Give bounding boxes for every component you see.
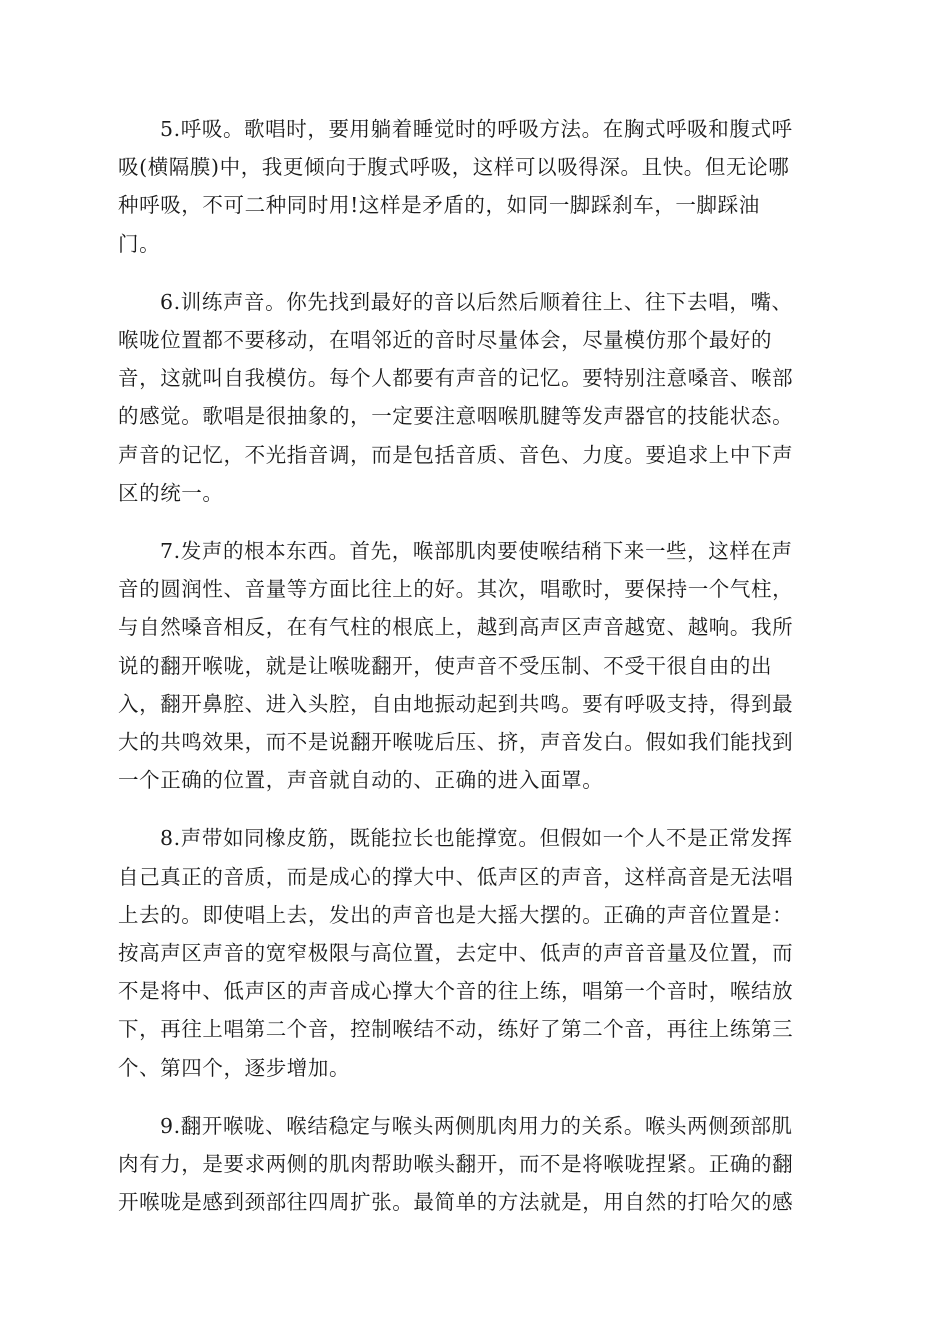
paragraph-voice-training [118, 283, 833, 512]
text-line: 音的圆润性、音量等方面比往上的好。其次，唱歌时，要保持一个气柱， [118, 577, 794, 602]
paragraph-breathing [118, 110, 833, 263]
text-line: 入，翻开鼻腔、进入头腔，自由地振动起到共鸣。要有呼吸支持，得到最 [118, 691, 794, 716]
text-line: 个、第四个，逐步增加。 [118, 1055, 351, 1080]
text-line: 音，这就叫自我模仿。每个人都要有声音的记忆。要特别注意嗓音、喉部 [118, 366, 794, 391]
paragraph-vocal-cords [118, 819, 833, 1086]
text-line: 吸(横隔膜)中，我更倾向于腹式呼吸，这样可以吸得深。且快。但无论哪 [118, 155, 790, 180]
paragraph-throat-opening [118, 1107, 833, 1222]
text-line: 不是将中、低声区的声音成心撑大个音的往上练，唱第一个音时，喉结放 [118, 979, 794, 1004]
text-line: 种呼吸，不可二种同时用!这样是矛盾的，如同一脚踩刹车，一脚踩油 [118, 193, 760, 218]
text-line: 自己真正的音质，而是成心的撑大中、低声区的声音，这样高音是无法唱 [118, 864, 794, 889]
text-line: 5.呼吸。歌唱时，要用躺着睡觉时的呼吸方法。在胸式呼吸和腹式呼 [160, 117, 793, 141]
text-line: 上去的。即使唱上去，发出的声音也是大摇大摆的。正确的声音位置是： [118, 902, 794, 927]
document-body [118, 110, 833, 1241]
text-line: 下，再往上唱第二个音，控制喉结不动，练好了第二个音，再往上练第三 [118, 1017, 794, 1042]
text-line: 开喉咙是感到颈部往四周扩张。最简单的方法就是，用自然的打哈欠的感 [118, 1190, 794, 1215]
text-line: 喉咙位置都不要移动，在唱邻近的音时尽量体会，尽量模仿那个最好的 [118, 328, 773, 353]
text-line: 声音的记忆，不光指音调，而是包括音质、音色、力度。要追求上中下声 [118, 442, 794, 467]
text-line: 6.训练声音。你先找到最好的音以后然后顺着往上、往下去唱，嘴、 [160, 289, 793, 314]
text-line: 肉有力，是要求两侧的肌肉帮助喉头翻开，而不是将喉咙捏紧。正确的翻 [118, 1152, 794, 1177]
paragraph-vocal-fundamentals [118, 532, 833, 799]
text-line: 门。 [118, 231, 161, 256]
text-line: 7.发声的根本东西。首先，喉部肌肉要使喉结稍下来一些，这样在声 [160, 539, 793, 564]
text-line: 9.翻开喉咙、喉结稳定与喉头两侧肌肉用力的关系。喉头两侧颈部肌 [160, 1113, 793, 1138]
text-line: 区的统一。 [118, 480, 224, 505]
text-line: 的感觉。歌唱是很抽象的，一定要注意咽喉肌腱等发声器官的技能状态。 [118, 404, 794, 429]
text-line: 8.声带如同橡皮筋，既能拉长也能撑宽。但假如一个人不是正常发挥 [160, 826, 793, 851]
text-line: 大的共鸣效果，而不是说翻开喉咙后压、挤，声音发白。假如我们能找到 [118, 730, 794, 755]
text-line: 与自然嗓音相反，在有气柱的根底上，越到高声区声音越宽、越响。我所 [118, 615, 794, 640]
text-line: 一个正确的位置，声音就自动的、正确的进入面罩。 [118, 768, 604, 793]
text-line: 按高声区声音的宽窄极限与高位置，去定中、低声的声音音量及位置，而 [118, 941, 794, 966]
text-line: 说的翻开喉咙，就是让喉咙翻开，使声音不受压制、不受干很自由的出 [118, 653, 773, 678]
